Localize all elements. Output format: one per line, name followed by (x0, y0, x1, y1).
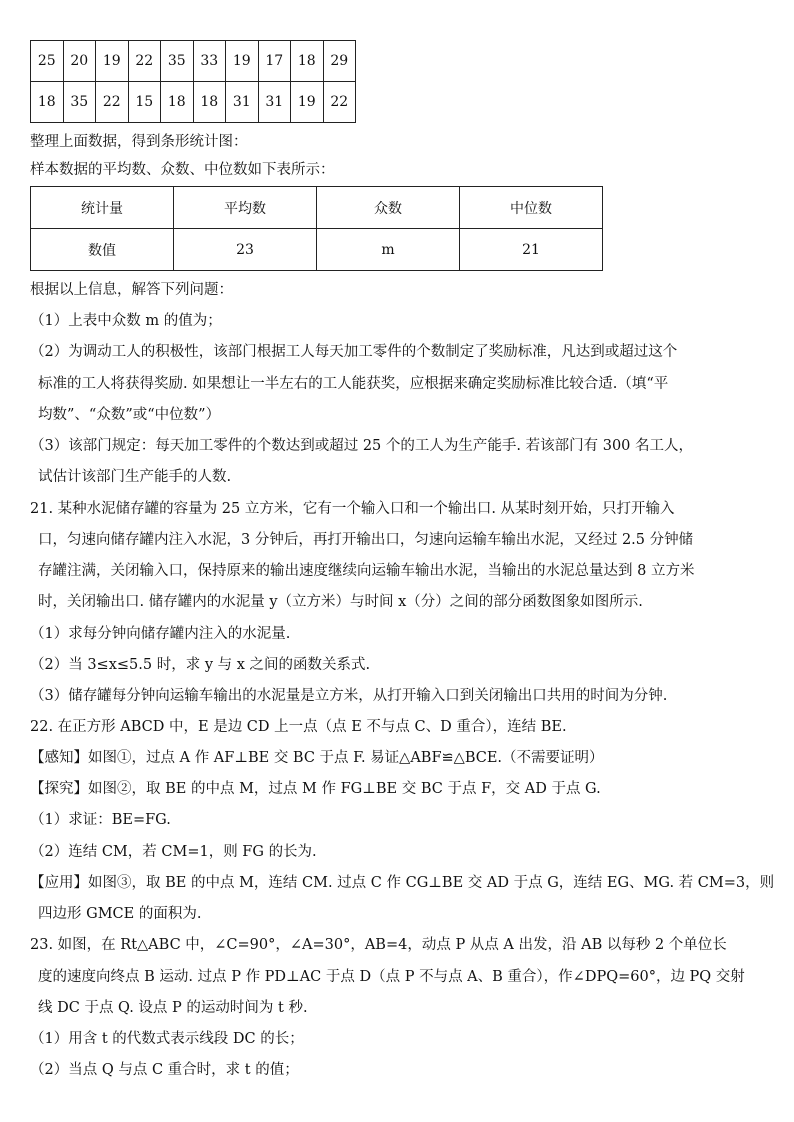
question-text: 标准的工人将获得奖励. 如果想让一半左右的工人能获奖，应根据来确定奖励标准比较合适.（填“平 (38, 376, 669, 392)
question-item: 【应用】如图③，取 BE 的中点 M，连结 CM. 过点 C 作 CG⊥BE 交 AD 于点 G，连结 EG、MG. 若 CM=3，则 (30, 875, 775, 891)
table-cell: 22 (96, 82, 129, 123)
question-item: （1）用含 t 的代数式表示线段 DC 的长； (30, 1031, 304, 1047)
table-cell: 数值 (31, 229, 174, 271)
table-cell: 19 (226, 41, 259, 82)
table-cell: 18 (291, 41, 324, 82)
stats-table (30, 186, 603, 271)
text-line: 样本数据的平均数、众数、中位数如下表所示： (30, 162, 335, 178)
table-cell: 17 (258, 41, 291, 82)
table-cell: 18 (31, 82, 64, 123)
table-cell: 33 (193, 41, 226, 82)
question-item: 【探究】如图②，取 BE 的中点 M，过点 M 作 FG⊥BE 交 BC 于点 F，交 AD 于点 G. (30, 781, 601, 797)
question-item: （1）求证：BE=FG. (30, 812, 171, 828)
question-item: （2）当点 Q 与点 C 重合时，求 t 的值； (30, 1062, 299, 1078)
table-row (31, 229, 603, 271)
table-row (31, 187, 603, 229)
question-text: 口，匀速向储存罐内注入水泥，3 分钟后，再打开输出口，匀速向运输车输出水泥，又经过 2.5 分钟储 (38, 532, 694, 548)
question-text: 试估计该部门生产能手的人数. (38, 469, 232, 485)
question-text: 均数”、“众数”或“中位数”） (38, 407, 221, 423)
table-cell: 31 (258, 82, 291, 123)
table-header-cell: 中位数 (460, 187, 603, 229)
question-text: 时，关闭输出口. 储存罐内的水泥量 y（立方米）与时间 x（分）之间的部分函数图象如图所示. (38, 594, 643, 610)
problem-21: 21. 某种水泥储存罐的容量为 25 立方米，它有一个输入口和一个输出口. 从某时刻开始，只打开输入 (30, 501, 675, 517)
question-text: 四边形 GMCE 的面积为. (38, 906, 202, 922)
data-table (30, 40, 356, 123)
question-item: 【感知】如图①，过点 A 作 AF⊥BE 交 BC 于点 F. 易证△ABF≌△BCE.（不需要证明） (30, 750, 604, 766)
table-row (31, 41, 356, 82)
question-text: 线 DC 于点 Q. 设点 P 的运动时间为 t 秒. (38, 1000, 308, 1016)
question-item: （2）为调动工人的积极性，该部门根据工人每天加工零件的个数制定了奖励标准，凡达到或超过这个 (30, 344, 678, 360)
question-text: 存罐注满，关闭输入口，保持原来的输出速度继续向运输车输出水泥，当输出的水泥总量达到 8 立方米 (38, 563, 695, 579)
table-cell: 19 (96, 41, 129, 82)
table-cell: 19 (291, 82, 324, 123)
table-cell: 18 (161, 82, 194, 123)
table-row (31, 82, 356, 123)
text-line: 根据以上信息，解答下列问题： (30, 282, 233, 298)
table-cell: 35 (161, 41, 194, 82)
table-cell: 21 (460, 229, 603, 271)
question-item: （3）储存罐每分钟向运输车输出的水泥量是立方米，从打开输入口到关闭输出口共用的时间为分钟. (30, 688, 668, 704)
problem-23: 23. 如图，在 Rt△ABC 中，∠C=90°，∠A=30°，AB=4，动点 P 从点 A 出发，沿 AB 以每秒 2 个单位长 (30, 937, 727, 953)
question-item: （2）连结 CM，若 CM=1，则 FG 的长为. (30, 844, 317, 860)
table-cell: 15 (128, 82, 161, 123)
question-item: （2）当 3≤x≤5.5 时，求 y 与 x 之间的函数关系式. (30, 657, 371, 673)
table-cell: 23 (174, 229, 317, 271)
table-cell: 20 (63, 41, 96, 82)
table-cell: 29 (323, 41, 356, 82)
table-cell: 25 (31, 41, 64, 82)
question-item: （1）求每分钟向储存罐内注入的水泥量. (30, 626, 291, 642)
question-item: （3）该部门规定：每天加工零件的个数达到或超过 25 个的工人为生产能手. 若该部门有 300 名工人， (30, 438, 694, 454)
question-item: （1）上表中众数 m 的值为； (30, 313, 222, 329)
table-cell: 22 (323, 82, 356, 123)
table-header-cell: 平均数 (174, 187, 317, 229)
table-cell: 35 (63, 82, 96, 123)
table-cell: m (317, 229, 460, 271)
text-line: 整理上面数据，得到条形统计图： (30, 134, 248, 150)
table-cell: 22 (128, 41, 161, 82)
table-header-cell: 统计量 (31, 187, 174, 229)
table-header-cell: 众数 (317, 187, 460, 229)
question-text: 度的速度向终点 B 运动. 过点 P 作 PD⊥AC 于点 D（点 P 不与点 A、B 重合），作∠DPQ=60°，边 PQ 交射 (38, 969, 745, 985)
problem-22: 22. 在正方形 ABCD 中，E 是边 CD 上一点（点 E 不与点 C、D 重合），连结 BE. (30, 719, 567, 735)
table-cell: 31 (226, 82, 259, 123)
table-cell: 18 (193, 82, 226, 123)
